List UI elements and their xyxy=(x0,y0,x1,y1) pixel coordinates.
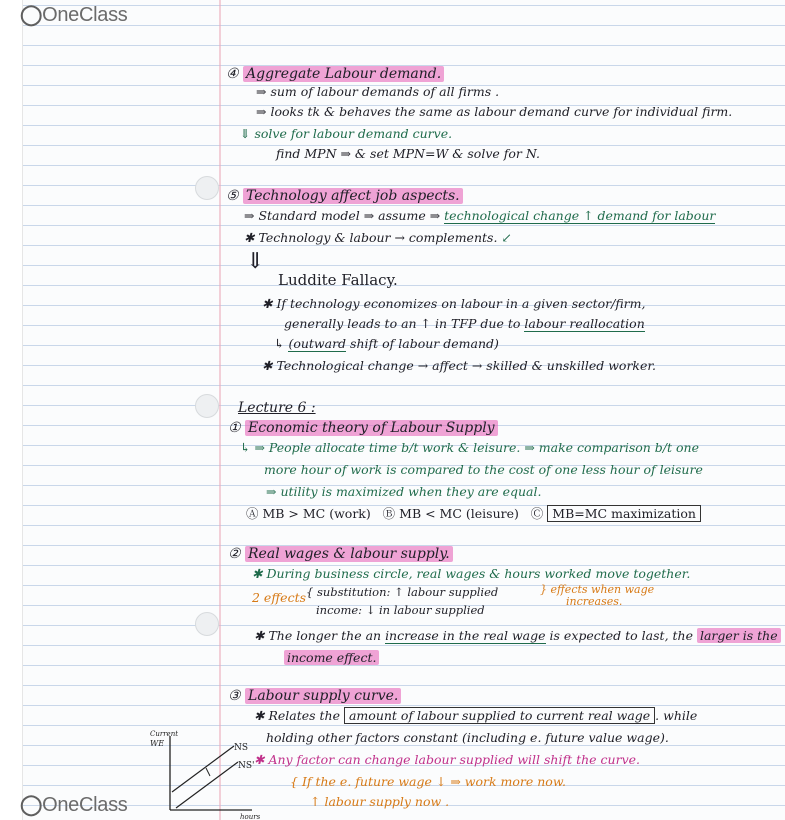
section-5-title: Technology affect job aspects. xyxy=(243,188,463,204)
s5-line-6: ✱ Technological change → affect → skilled & unskilled worker. xyxy=(262,358,656,373)
l6s3-line-2: holding other factors constant (including e. future value wage). xyxy=(266,730,669,745)
shift-arrow xyxy=(206,768,210,776)
l6s1-comparison: Ⓐ MB > MC (work) Ⓑ MB < MC (leisure) Ⓒ MB=MC maximization xyxy=(246,506,701,522)
l6-section-2-title: Real wages & labour supply. xyxy=(245,546,453,562)
effects-note-2: increases. xyxy=(566,595,623,608)
section-4-title: Aggregate Labour demand. xyxy=(243,66,444,82)
mb-mc-box: MB=MC maximization xyxy=(547,505,701,522)
oneclass-logo-top: ◯OneClass xyxy=(20,4,128,26)
l6-section-3-heading: ③ Labour supply curve. xyxy=(228,688,401,704)
graph-xlabel: hours xyxy=(240,813,261,820)
l6s3-line-1: ✱ Relates the amount of labour supplied to current real wage . while xyxy=(254,708,698,723)
section-4-heading: ④ Aggregate Labour demand. xyxy=(226,66,444,82)
ns-curve xyxy=(172,746,234,792)
l6s3-line-5: ↑ labour supply now . xyxy=(310,794,450,809)
l6s2-line-2: ✱ The longer the an increase in the real wage is expected to last, the larger is the xyxy=(254,628,781,644)
l6-section-1-heading: ① Economic theory of Labour Supply xyxy=(228,420,498,436)
luddite-fallacy: Luddite Fallacy. xyxy=(278,271,398,289)
graph-curve-ns: NS xyxy=(234,743,249,753)
punch-hole xyxy=(195,176,219,200)
graph-ylabel-2: WE xyxy=(150,739,165,748)
l6s1-line-3: ⇒ utility is maximized when they are equal. xyxy=(266,484,542,499)
s5-line-5: ↳ (outward shift of labour demand) xyxy=(274,336,499,351)
s5-line-4: generally leads to an ↑ in TFP due to labour reallocation xyxy=(284,316,645,331)
margin-line xyxy=(219,0,221,820)
punch-hole xyxy=(195,612,219,636)
graph-ylabel-1: Current xyxy=(150,730,179,738)
down-arrow-icon: ⇓ xyxy=(246,249,265,274)
l6s2-line-1: ✱ During business circle, real wages & hours worked move together. xyxy=(252,566,691,581)
oneclass-logo-bottom: ◯OneClass xyxy=(20,794,128,816)
notebook-page xyxy=(22,0,785,820)
l6s3-line-4: { If the e. future wage ↓ ⇒ work more now. xyxy=(290,774,567,789)
s4-line-3: ⇓ solve for labour demand curve. xyxy=(240,126,453,141)
labour-supply-graph xyxy=(148,728,261,820)
l6-section-3-title: Labour supply curve. xyxy=(245,688,401,704)
s4-line-1: ⇒ sum of labour demands of all firms . xyxy=(256,84,500,99)
l6s1-line-1: ↳ ⇒ People allocate time b/t work & leisure. ⇒ make comparison b/t one xyxy=(240,440,699,455)
income-effect: income: ↓ in labour supplied xyxy=(316,603,485,617)
l6-section-1-title: Economic theory of Labour Supply xyxy=(245,420,498,436)
l6s1-line-2: more hour of work is compared to the cost of one less hour of leisure xyxy=(264,462,703,477)
substitution-effect: { substitution: ↑ labour supplied xyxy=(306,585,499,599)
l6s2-line-3: income effect. xyxy=(284,650,379,666)
graph-curve-ns-prime: NS' xyxy=(238,761,255,771)
punch-hole xyxy=(195,394,219,418)
l6s3-line-3: ✱ Any factor can change labour supplied will shift the curve. xyxy=(254,752,641,767)
s4-line-4: find MPN ⇒ & set MPN=W & solve for N. xyxy=(276,146,540,161)
effects-note-1: } effects when wage xyxy=(540,583,655,596)
s4-line-2: ⇒ looks tk & behaves the same as labour demand curve for individual firm. xyxy=(256,104,733,119)
s5-line-1: ⇒ Standard model ⇒ assume ⇒ technological change ↑ demand for labour xyxy=(244,208,716,223)
lecture-title: Lecture 6 : xyxy=(238,400,316,416)
section-5-heading: ⑤ Technology affect job aspects. xyxy=(226,188,463,204)
s5-line-2: ✱ Technology & labour → complements. ↙ xyxy=(244,230,512,245)
l6-section-2-heading: ② Real wages & labour supply. xyxy=(228,546,453,562)
s5-line-3: ✱ If technology economizes on labour in a given sector/firm, xyxy=(262,296,646,311)
two-effects-label: 2 effects xyxy=(252,590,307,605)
